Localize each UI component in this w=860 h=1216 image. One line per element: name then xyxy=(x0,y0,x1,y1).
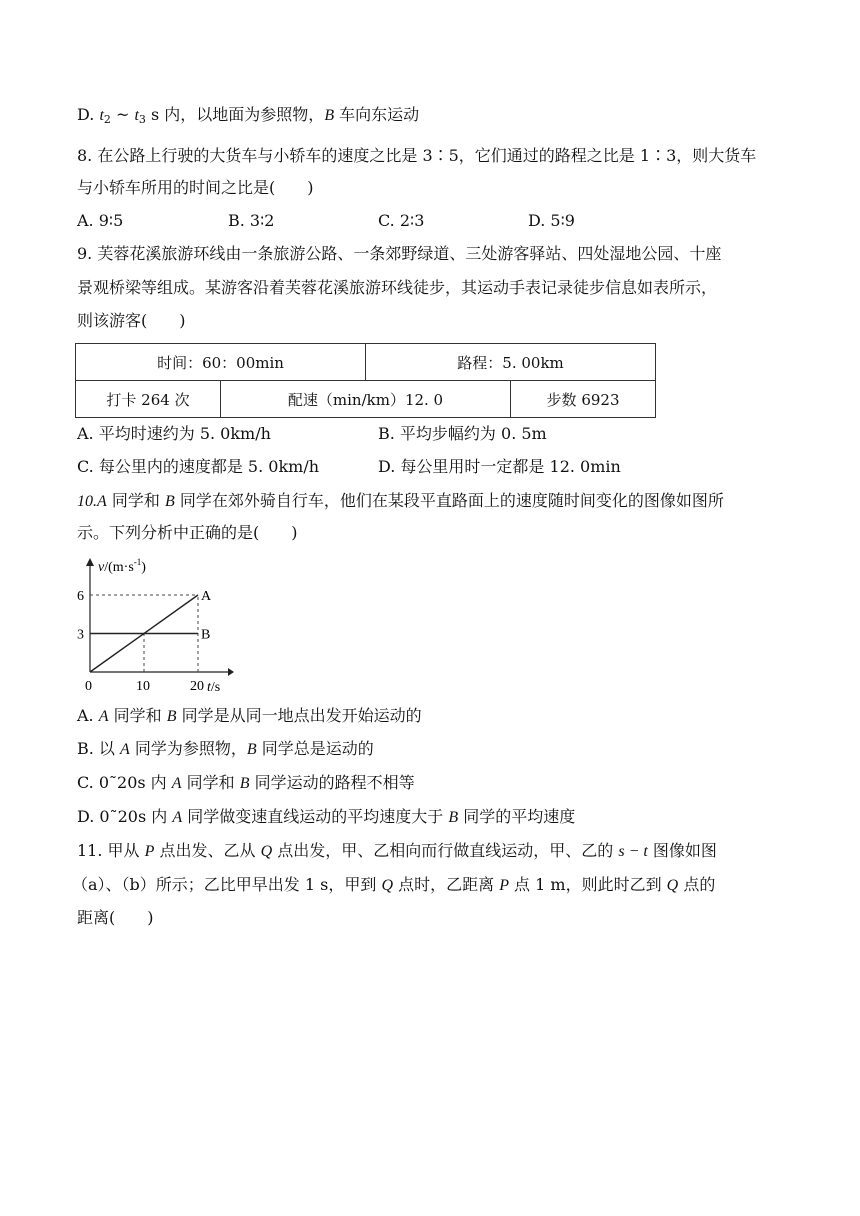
y-tick-label: 3 xyxy=(77,627,84,643)
stem-text: 点 1 m，则此时乙到 xyxy=(508,875,667,894)
q10-stem-line2: 示。下列分析中正确的是( ) xyxy=(77,523,298,542)
var-a: A xyxy=(97,493,107,510)
stem-text: 11. 甲从 xyxy=(77,841,145,860)
stem-text: 点出发、乙从 xyxy=(154,841,261,860)
y-axis-label: $v/(m\cdot s^{-1})$ xyxy=(98,557,146,575)
q7-option-d xyxy=(77,104,419,131)
table-row xyxy=(76,381,656,418)
option-prefix: D. xyxy=(77,105,100,124)
q9-option-a: A. 平均时速约为 5. 0km/h xyxy=(77,424,271,443)
q9-option-d: D. 每公里用时一定都是 12. 0min xyxy=(378,457,621,476)
q9-info-table xyxy=(75,343,656,418)
var-q: Q xyxy=(666,877,679,894)
q8-option-c: C. 2∶3 xyxy=(378,211,425,230)
series-label-b: B xyxy=(201,627,211,643)
q9-option-c: C. 每公里内的速度都是 5. 0km/h xyxy=(77,457,320,476)
series-label-a: A xyxy=(201,589,212,604)
option-text: 同学和 xyxy=(181,773,240,792)
option-text: 同学做变速直线运动的平均速度大于 xyxy=(182,807,449,826)
q8-option-a: A. 9∶5 xyxy=(77,211,124,230)
q11-stem-line2 xyxy=(72,874,715,897)
stem-text: 图像如图 xyxy=(647,841,717,860)
table-row xyxy=(76,344,656,381)
option-text: 同学总是运动的 xyxy=(256,739,374,758)
var-b: B xyxy=(239,775,250,792)
stem-text: 点时，乙距离 xyxy=(393,875,500,894)
var-t: t xyxy=(99,107,104,124)
question-number: 10. xyxy=(77,493,97,510)
q10-stem-line1 xyxy=(77,490,724,513)
option-text: 同学为参照物， xyxy=(129,739,247,758)
option-text: B. 以 xyxy=(77,739,121,758)
option-text: 同学运动的路程不相等 xyxy=(249,773,415,792)
stem-text: （a）、（b）所示；乙比甲早出发 1 s，甲到 xyxy=(72,875,382,894)
option-text: 同学和 xyxy=(108,706,167,725)
option-text: D. 0˜20s 内 xyxy=(77,807,173,826)
var-a: A xyxy=(120,741,130,758)
var-b: B xyxy=(166,708,177,725)
q9-stem-line1: 9. 芙蓉花溪旅游环线由一条旅游公路、一条郊野绿道、三处游客驿站、四处湿地公园、十座 xyxy=(77,244,722,263)
q9-stem-line2: 景观桥梁等组成。某游客沿着芙蓉花溪旅游环线徒步，其运动手表记录徒步信息如表所示， xyxy=(77,278,718,297)
var-b: B xyxy=(164,493,175,510)
q10-option-a xyxy=(77,705,422,728)
y-tick-label: 6 xyxy=(77,589,84,604)
velocity-time-graph xyxy=(70,552,240,697)
table-cell-checkins: 打卡 264 次 xyxy=(76,381,221,418)
q11-stem-line3: 距离( ) xyxy=(77,908,154,927)
stem-text: 点出发，甲、乙相向而行做直线运动，甲、乙的 xyxy=(272,841,619,860)
var-a: A xyxy=(98,708,109,725)
q9-stem-line3: 则该游客( ) xyxy=(77,311,186,330)
q11-stem-line1 xyxy=(77,840,717,863)
table-cell-time: 时间：60：00min xyxy=(76,344,366,381)
var-q: Q xyxy=(260,843,273,860)
stem-text: 同学在郊外骑自行车，他们在某段平直路面上的速度随时间变化的图像如图所 xyxy=(174,491,724,510)
var-b: B xyxy=(324,107,335,124)
var-b: B xyxy=(246,741,257,758)
option-text: 同学是从同一地点出发开始运动的 xyxy=(176,706,422,725)
q8-option-b: B. 3∶2 xyxy=(228,211,275,230)
table-cell-pace: 配速（min/km）12. 0 xyxy=(221,381,511,418)
stem-text: 同学和 xyxy=(106,491,165,510)
var-a: A xyxy=(171,775,182,792)
origin-label: 0 xyxy=(85,679,92,694)
stem-text: 点的 xyxy=(678,875,716,894)
table-cell-steps: 步数 6923 xyxy=(511,381,656,418)
var-t: t xyxy=(134,107,139,124)
x-axis-label: t/s xyxy=(207,680,221,695)
var-q: Q xyxy=(381,877,393,894)
var-a: A xyxy=(172,809,183,826)
subscript: 2 xyxy=(103,113,111,126)
option-text: 同学的平均速度 xyxy=(458,807,576,826)
subscript: 3 xyxy=(138,113,146,126)
table-cell-distance: 路程：5. 00km xyxy=(366,344,656,381)
q8-stem-line2: 与小轿车所用的时间之比是( ) xyxy=(77,178,314,197)
q8-stem-line1: 8. 在公路上行驶的大货车与小轿车的速度之比是 3∶5，它们通过的路程之比是 1∶3，则大货车 xyxy=(77,146,757,165)
option-text: A. xyxy=(77,706,99,725)
x-tick-label: 10 xyxy=(136,679,150,694)
var-b: B xyxy=(448,809,459,826)
option-text: C. 0˜20s 内 xyxy=(77,773,172,792)
tilde: ~ xyxy=(110,105,135,124)
option-text: 车向东运动 xyxy=(334,105,420,124)
option-text: s 内，以地面为参照物， xyxy=(145,105,325,124)
q10-option-b xyxy=(77,738,374,761)
q10-option-d xyxy=(77,806,575,829)
formula-s-t: s − t xyxy=(618,843,648,860)
var-p: P xyxy=(499,877,509,894)
x-tick-label: 20 xyxy=(190,679,204,694)
x-axis-arrow-icon xyxy=(228,668,234,676)
q9-option-b: B. 平均步幅约为 0. 5m xyxy=(378,424,547,443)
var-p: P xyxy=(144,843,155,860)
q8-option-d: D. 5∶9 xyxy=(528,211,575,230)
y-axis-arrow-icon xyxy=(86,558,94,566)
q10-option-c xyxy=(77,772,415,795)
